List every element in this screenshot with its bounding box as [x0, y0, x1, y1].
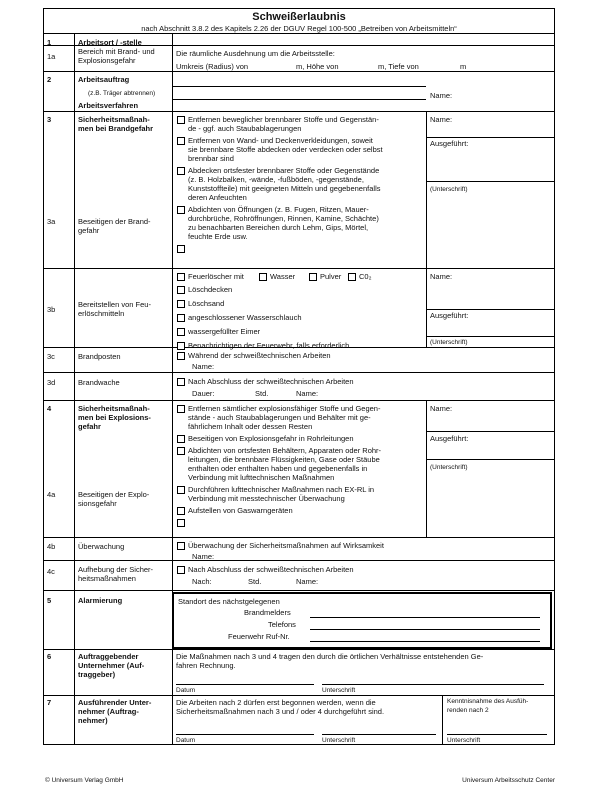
grid-row-line: [43, 649, 555, 650]
s4a-item-3-line-1: Abdichten von ortsfesten Behältern, Apparaten oder Rohr-: [188, 446, 382, 455]
s3a-item-3-line-2: (z. B. Holzbalken, -wände, -fußböden, -gegenstände,: [188, 175, 364, 184]
section-4c-name-label: Name:: [296, 577, 319, 586]
s3b-item-3-line-1: angeschlossener Wasserschlauch: [188, 313, 302, 322]
s4a-item-1-line-2: stände - auch Staubablagerungen und Behälter mit ge-: [188, 413, 371, 422]
section-2-name-label: Name:: [430, 91, 453, 100]
section-3b-name-label: Name:: [430, 272, 453, 281]
section-5-number: 5: [47, 596, 52, 605]
section-6-text-2: fahren Rechnung.: [176, 661, 236, 670]
hours-label: Std.: [255, 389, 269, 398]
section-6-date-field[interactable]: [176, 684, 314, 685]
grid-row-line: [43, 33, 555, 34]
fire-dept-number-label: Feuerwehr Ruf-Nr.: [228, 632, 290, 641]
section-4c-label-1: Aufhebung der Sicher-: [78, 565, 154, 574]
powder-label: Pulver: [320, 272, 342, 281]
section-4b-number: 4b: [47, 542, 56, 551]
section-1-number: 1: [47, 38, 52, 47]
s3b-checkbox-1[interactable]: [177, 286, 185, 294]
depth-label: m, Tiefe von: [378, 62, 419, 71]
section-2-example: (z.B. Träger abtrennen): [88, 90, 156, 97]
grid-row-line: [43, 71, 555, 72]
section-6-label-1: Auftraggebender: [78, 652, 139, 661]
section-3c-item: Während der schweißtechnischen Arbeiten: [188, 351, 331, 360]
section-3a-label-2: gefahr: [78, 226, 100, 235]
section-7-text-2: Sicherheitsmaßnahmen nach 3 und / oder 4 durchgeführt sind.: [176, 707, 385, 716]
s4a-item-1-line-3: fährlichem Inhalt oder dessen Resten: [188, 422, 313, 431]
section-1a-label-2: Explosionsgefahr: [78, 56, 136, 65]
section-4c-label-2: heitsmaßnahmen: [78, 574, 136, 583]
s4a-checkbox-empty[interactable]: [177, 519, 185, 527]
section-7-number: 7: [47, 698, 52, 707]
section-7-signature-label: Unterschrift: [322, 737, 356, 744]
section-4c-number: 4c: [47, 567, 55, 576]
section-4-label-3: gefahr: [78, 422, 101, 431]
section-3-number: 3: [47, 115, 52, 124]
section-3b-label-1: Bereitstellen von Feu-: [78, 300, 151, 309]
grid-row-line: [43, 400, 555, 401]
section-6-date-label: Datum: [176, 687, 196, 694]
form-subtitle: nach Abschnitt 3.8.2 des Kapitels 2.26 der DGUV Regel 100-500 „Betreiben von Arbeitsmitteln“: [141, 24, 457, 33]
s3a-item-3-line-3: Kunststoffteile) mit geeigneten Mitteln und gegebenenfalls: [188, 184, 381, 193]
grid-sub-line: [172, 86, 426, 87]
s3a-item-2-line-2: sie brennbare Stoffe abdecken oder verdecken oder selbst: [188, 145, 383, 154]
acknowledgement-label-1: Kenntnisnahme des Ausfüh-: [447, 698, 529, 705]
section-4b-name-label: Name:: [192, 552, 215, 561]
section-7-label-2: nehmer (Auftrag-: [78, 707, 139, 716]
section-6-signature-label: Unterschrift: [322, 687, 356, 694]
section-3c-label: Brandposten: [78, 352, 121, 361]
section-4-label-2: men bei Explosions-: [78, 413, 151, 422]
section-4b-label: Überwachung: [78, 542, 125, 551]
s4a-item-2-line-1: Beseitigen von Explosionsgefahr in Rohrleitungen: [188, 434, 354, 443]
section-3d-label: Brandwache: [78, 378, 120, 387]
fire-dept-number-field[interactable]: [310, 641, 540, 642]
section-3a-executed-label: Ausgeführt:: [430, 139, 469, 148]
grid-column-line: [442, 695, 443, 745]
section-3a-number: 3a: [47, 217, 56, 226]
section-3d-item: Nach Abschluss der schweißtechnischen Arbeiten: [188, 377, 354, 386]
after-label: Nach:: [192, 577, 212, 586]
section-4a-label-2: sionsgefahr: [78, 499, 117, 508]
section-4a-number: 4a: [47, 490, 56, 499]
section-6-number: 6: [47, 652, 52, 661]
section-3b-number: 3b: [47, 305, 56, 314]
grid-row-line: [43, 268, 555, 269]
grid-sub-line: [172, 99, 426, 100]
section-3d-number: 3d: [47, 378, 56, 387]
s3a-item-2-line-1: Entfernen von Wand- und Deckenverkleidungen, soweit: [188, 136, 373, 145]
grid-sub-line: [426, 336, 555, 337]
section-1-text: Die räumliche Ausdehnung um die Arbeitsstelle:: [176, 49, 335, 58]
section-3a-label-1: Beseitigen der Brand-: [78, 217, 151, 226]
nearest-location-label: Standort des nächstgelegenen: [178, 597, 280, 606]
section-4a-label-1: Beseitigen der Explo-: [78, 490, 150, 499]
s3a-checkbox-4[interactable]: [177, 206, 185, 214]
section-3c-name-label: Name:: [192, 362, 215, 371]
co2-label: C0₂: [359, 272, 372, 281]
s3a-checkbox-3[interactable]: [177, 167, 185, 175]
checkbox-co2[interactable]: [348, 273, 356, 281]
grid-sub-line: [426, 137, 555, 138]
grid-sub-line: [426, 431, 555, 432]
water-label: Wasser: [270, 272, 296, 281]
section-3a-name-label: Name:: [430, 115, 453, 124]
checkbox-4c[interactable]: [177, 566, 185, 574]
section-6-text-1: Die Maßnahmen nach 3 und 4 tragen den durch die örtlichen Verhältnisse entstehenden Ge-: [176, 652, 484, 661]
s3b-checkbox-3[interactable]: [177, 314, 185, 322]
s3a-checkbox-2[interactable]: [177, 137, 185, 145]
checkbox-extinguisher[interactable]: [177, 273, 185, 281]
grid-column-line: [426, 111, 427, 347]
s4a-item-5-line-1: Aufstellen von Gaswarngeräten: [188, 506, 293, 515]
s3a-item-4-line-4: feuchte Erde usw.: [188, 232, 248, 241]
height-label: m, Höhe von: [296, 62, 339, 71]
section-2-label-2: Arbeitsverfahren: [78, 101, 139, 110]
section-3c-number: 3c: [47, 352, 55, 361]
unit-m-label: m: [460, 62, 467, 71]
s4a-item-3-line-3: enthalten oder enthalten haben und gegebenenfalls in: [188, 464, 368, 473]
duration-label: Dauer:: [192, 389, 215, 398]
grid-sub-line: [426, 309, 555, 310]
section-1-label: Arbeitsort / -stelle: [78, 38, 142, 47]
checkbox-3c[interactable]: [177, 352, 185, 360]
checkbox-water[interactable]: [259, 273, 267, 281]
s3a-item-1-line-1: Entfernen beweglicher brennbarer Stoffe und Gegenstän-: [188, 115, 379, 124]
form-title: Schweißerlaubnis: [252, 11, 346, 23]
acknowledgement-label-2: renden nach 2: [447, 707, 489, 714]
s3a-item-2-line-3: brennbar sind: [188, 154, 234, 163]
section-7-text-1: Die Arbeiten nach 2 dürfen erst begonnen werden, wenn die: [176, 698, 376, 707]
s3a-checkbox-1[interactable]: [177, 116, 185, 124]
fire-alarm-field[interactable]: [310, 617, 540, 618]
grid-row-line: [43, 372, 555, 373]
s4a-checkbox-3[interactable]: [177, 447, 185, 455]
section-1a-number: 1a: [47, 52, 56, 61]
section-6-label-3: traggeber): [78, 670, 116, 679]
footer-publisher: Universum Arbeitsschutz Center: [462, 777, 555, 784]
section-3b-signature-label: (Unterschrift): [430, 339, 468, 346]
section-7-signature-field[interactable]: [322, 734, 436, 735]
checkbox-powder[interactable]: [309, 273, 317, 281]
grid-column-line: [426, 400, 427, 537]
section-1a-label-1: Bereich mit Brand- und: [78, 47, 155, 56]
grid-column-line: [74, 33, 75, 745]
section-7-label-3: nehmer): [78, 716, 108, 725]
fire-alarm-label: Brandmelders: [244, 608, 291, 617]
section-3b-label-2: erlöschmitteln: [78, 309, 125, 318]
section-5-label: Alarmierung: [78, 596, 123, 605]
grid-row-line: [43, 590, 555, 591]
s4a-checkbox-1[interactable]: [177, 405, 185, 413]
s3a-item-1-line-2: de - ggf. auch Staubablagerungen: [188, 124, 302, 133]
s3a-item-3-line-4: deren Anfeuchten: [188, 193, 247, 202]
s3a-item-4-line-2: durchbrüche, Rohröffnungen, Rinnen, Kamine, Schächte): [188, 214, 379, 223]
grid-sub-line: [426, 459, 555, 460]
grid-row-line: [43, 560, 555, 561]
section-3-label-1: Sicherheitsmaßnah-: [78, 115, 150, 124]
s3a-item-4-line-3: zu benachbarten Bereichen durch Lehm, Gips, Mörtel,: [188, 223, 369, 232]
s4a-checkbox-2[interactable]: [177, 435, 185, 443]
s4a-checkbox-5[interactable]: [177, 507, 185, 515]
section-7-label-1: Ausführender Unter-: [78, 698, 152, 707]
section-4c-item: Nach Abschluss der schweißtechnischen Arbeiten: [188, 565, 354, 574]
s3b-checkbox-4[interactable]: [177, 328, 185, 336]
section-6-label-2: Unternehmer (Auf-: [78, 661, 145, 670]
grid-row-line: [43, 111, 555, 112]
checkbox-3d[interactable]: [177, 378, 185, 386]
s4a-item-1-line-1: Entfernen sämtlicher explosionsfähiger Stoffe und Gegen-: [188, 404, 381, 413]
checkbox-4b[interactable]: [177, 542, 185, 550]
radius-label: Umkreis (Radius) von: [176, 62, 249, 71]
s3b-item-4-line-1: wassergefüllter Eimer: [188, 327, 261, 336]
hours-label-4c: Std.: [248, 577, 262, 586]
s4a-item-4-line-2: Verbindung mit messtechnischer Überwachung: [188, 494, 345, 503]
telephone-field[interactable]: [310, 629, 540, 630]
section-2-number: 2: [47, 75, 52, 84]
footer-copyright: © Universum Verlag GmbH: [45, 777, 124, 784]
section-3-label-2: men bei Brandgefahr: [78, 124, 154, 133]
section-4-number: 4: [47, 404, 52, 413]
s3a-item-3-line-1: Abdecken ortsfester brennbarer Stoffe oder Gegenstände: [188, 166, 380, 175]
grid-row-line: [43, 695, 555, 696]
s3b-item-2-line-1: Löschsand: [188, 299, 225, 308]
grid-row-line: [43, 537, 555, 538]
s3b-checkbox-5[interactable]: [177, 342, 185, 350]
section-3a-signature-label: (Unterschrift): [430, 186, 468, 193]
acknowledgement-signature-field[interactable]: [447, 734, 547, 735]
s3b-item-1-line-1: Löschdecken: [188, 285, 233, 294]
section-4-label-1: Sicherheitsmaßnah-: [78, 404, 150, 413]
telephone-label: Telefons: [268, 620, 296, 629]
s4a-checkbox-4[interactable]: [177, 486, 185, 494]
acknowledgement-signature-label: Unterschrift: [447, 737, 481, 744]
section-4a-name-label: Name:: [430, 404, 453, 413]
extinguisher-label: Feuerlöscher mit: [188, 272, 244, 281]
s3a-item-4-line-1: Abdichten von Öffnungen (z. B. Fugen, Ritzen, Mauer-: [188, 205, 369, 214]
section-2-label: Arbeitsauftrag: [78, 75, 130, 84]
grid-sub-line: [426, 181, 555, 182]
s4a-item-3-line-2: leitungen, die brennbare Flüssigkeiten, Gase oder Stäube: [188, 455, 380, 464]
s3b-checkbox-2[interactable]: [177, 300, 185, 308]
section-3d-name-label: Name:: [296, 389, 319, 398]
section-3b-executed-label: Ausgeführt:: [430, 311, 469, 320]
s3a-checkbox-empty[interactable]: [177, 245, 185, 253]
section-7-date-label: Datum: [176, 737, 196, 744]
s3b-item-5-line-1: Benachrichtigen der Feuerwehr, falls erforderlich: [188, 341, 350, 350]
section-6-signature-field[interactable]: [322, 684, 544, 685]
section-4b-item: Überwachung der Sicherheitsmaßnahmen auf Wirksamkeit: [188, 541, 384, 550]
section-4a-executed-label: Ausgeführt:: [430, 434, 469, 443]
s4a-item-4-line-1: Durchführen lufttechnischer Maßnahmen nach EX-RL in: [188, 485, 375, 494]
section-7-date-field[interactable]: [176, 734, 314, 735]
s4a-item-3-line-4: Verbindung mit lufttechnischen Maßnahmen: [188, 473, 335, 482]
section-4a-signature-label: (Unterschrift): [430, 464, 468, 471]
